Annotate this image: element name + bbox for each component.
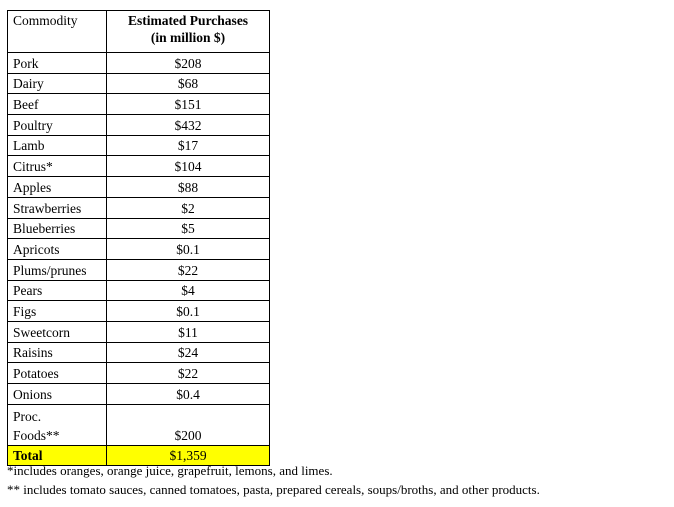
commodity-cell: Strawberries bbox=[8, 197, 107, 218]
table-row bbox=[8, 94, 270, 115]
table-header-row bbox=[8, 11, 270, 53]
purchase-value-cell: $432 bbox=[107, 115, 270, 136]
table-row bbox=[8, 342, 270, 363]
table-row bbox=[8, 218, 270, 239]
commodity-cell: Plums/prunes bbox=[8, 259, 107, 280]
commodity-cell: Apricots bbox=[8, 239, 107, 260]
commodity-cell: Blueberries bbox=[8, 218, 107, 239]
table-row bbox=[8, 280, 270, 301]
purchase-value-cell: $104 bbox=[107, 156, 270, 177]
commodity-cell: Apples bbox=[8, 177, 107, 198]
table-row bbox=[8, 321, 270, 342]
purchase-value-cell: $22 bbox=[107, 363, 270, 384]
table-row bbox=[8, 156, 270, 177]
commodity-cell: Onions bbox=[8, 384, 107, 405]
purchase-value-cell: $24 bbox=[107, 342, 270, 363]
purchases-table bbox=[7, 10, 270, 466]
commodity-cell: Figs bbox=[8, 301, 107, 322]
total-value: $1,359 bbox=[107, 445, 270, 466]
purchase-value-cell: $17 bbox=[107, 135, 270, 156]
purchase-value-cell: $88 bbox=[107, 177, 270, 198]
purchase-value-cell: $0.4 bbox=[107, 384, 270, 405]
purchase-value-cell: $0.1 bbox=[107, 239, 270, 260]
proc-foods-value: $200 bbox=[107, 404, 270, 445]
commodity-cell: Lamb bbox=[8, 135, 107, 156]
proc-foods-line2: Foods** bbox=[13, 427, 60, 443]
commodity-cell: Poultry bbox=[8, 115, 107, 136]
commodity-cell: Pork bbox=[8, 53, 107, 74]
table-row-proc-foods bbox=[8, 404, 270, 445]
purchase-value-cell: $4 bbox=[107, 280, 270, 301]
purchase-value-cell: $68 bbox=[107, 73, 270, 94]
purchase-value-cell: $2 bbox=[107, 197, 270, 218]
table-row bbox=[8, 135, 270, 156]
table-row bbox=[8, 73, 270, 94]
table-row bbox=[8, 177, 270, 198]
table-row bbox=[8, 197, 270, 218]
footnote-citrus: *includes oranges, orange juice, grapefruit, lemons, and limes. bbox=[7, 463, 333, 478]
footnote-proc-foods: ** includes tomato sauces, canned tomatoes, pasta, prepared cereals, soups/broths, and other products. bbox=[7, 482, 540, 497]
proc-foods-label bbox=[8, 404, 107, 445]
commodity-cell: Raisins bbox=[8, 342, 107, 363]
purchase-value-cell: $22 bbox=[107, 259, 270, 280]
purchase-value-cell: $151 bbox=[107, 94, 270, 115]
table-row bbox=[8, 301, 270, 322]
commodity-cell: Sweetcorn bbox=[8, 321, 107, 342]
purchase-value-cell: $208 bbox=[107, 53, 270, 74]
commodity-cell: Dairy bbox=[8, 73, 107, 94]
total-label: Total bbox=[8, 445, 107, 466]
commodity-cell: Citrus* bbox=[8, 156, 107, 177]
header-purchases-line2: (in million $) bbox=[150, 30, 226, 45]
table-row bbox=[8, 239, 270, 260]
commodity-cell: Pears bbox=[8, 280, 107, 301]
header-commodity: Commodity bbox=[8, 11, 107, 53]
purchase-value-cell: $0.1 bbox=[107, 301, 270, 322]
header-purchases-line1: Estimated Purchases bbox=[127, 13, 249, 28]
table-row bbox=[8, 259, 270, 280]
table-row bbox=[8, 363, 270, 384]
purchase-value-cell: $5 bbox=[107, 218, 270, 239]
commodity-cell: Potatoes bbox=[8, 363, 107, 384]
purchase-value-cell: $11 bbox=[107, 321, 270, 342]
header-purchases bbox=[107, 11, 270, 53]
table-row bbox=[8, 384, 270, 405]
table-row bbox=[8, 115, 270, 136]
proc-foods-line1: Proc. bbox=[13, 408, 42, 424]
table-row bbox=[8, 53, 270, 74]
commodity-cell: Beef bbox=[8, 94, 107, 115]
